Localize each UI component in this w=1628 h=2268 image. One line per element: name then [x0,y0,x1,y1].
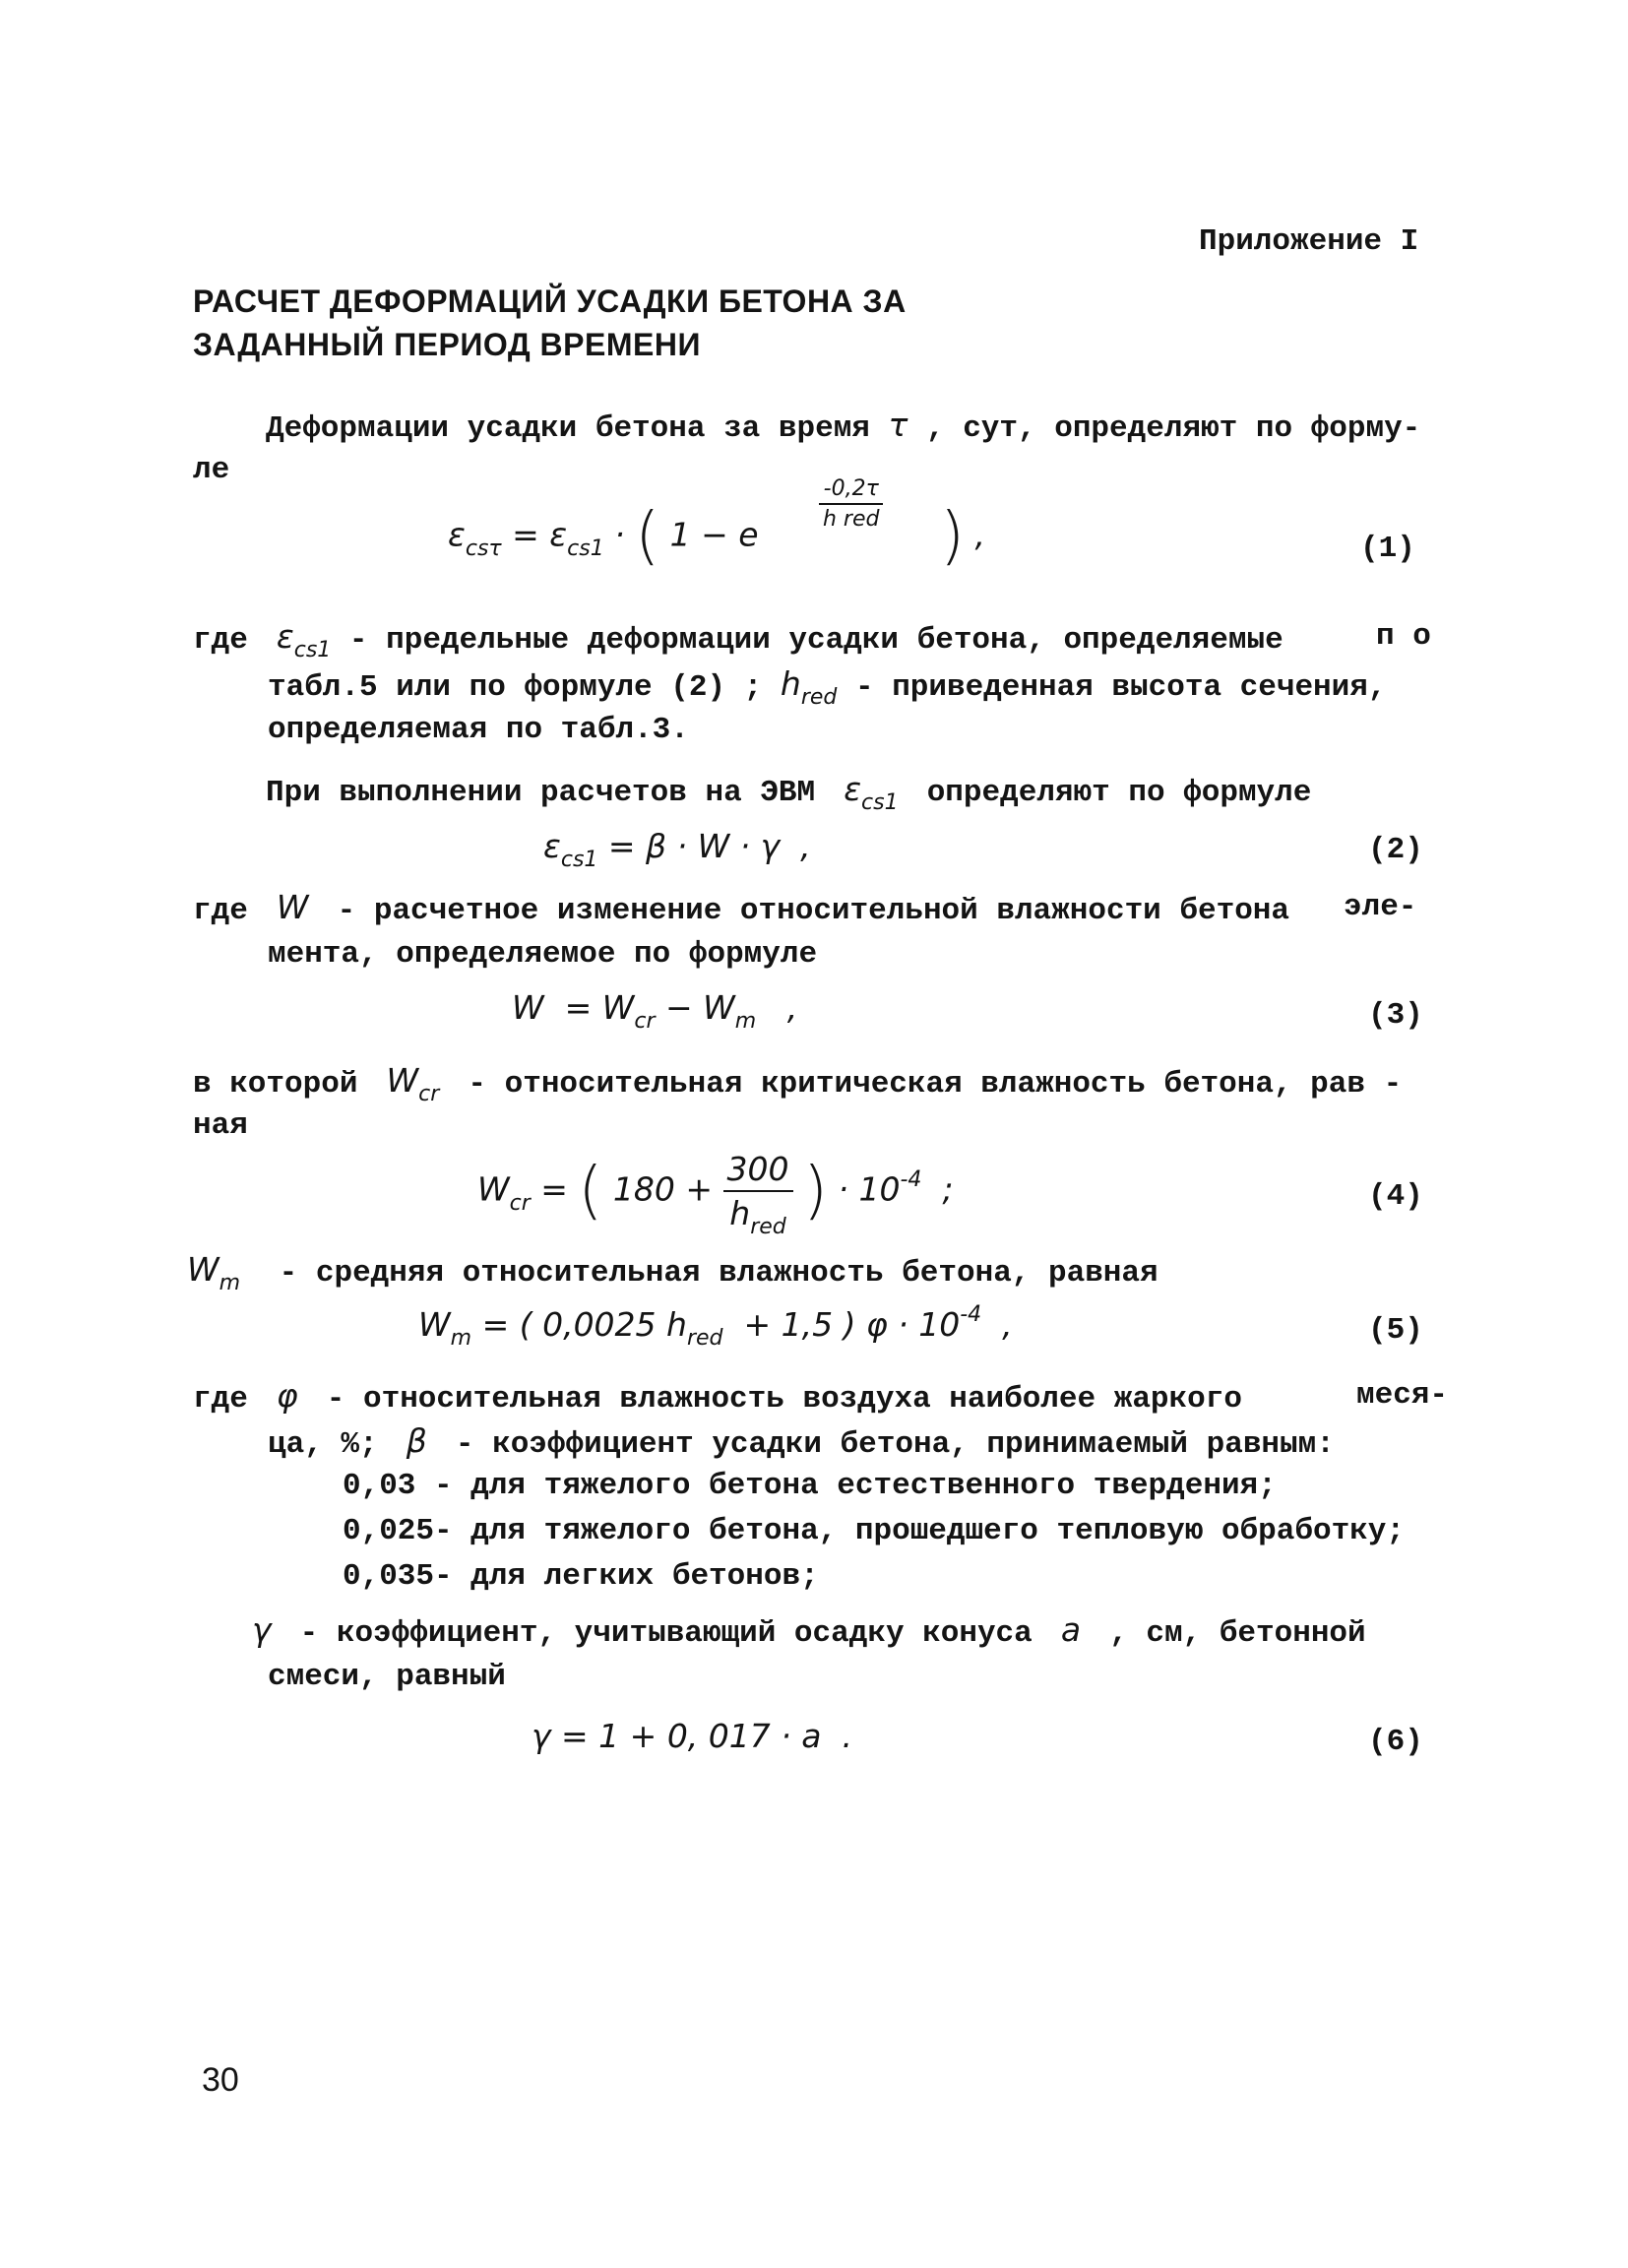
tau-symbol: τ [888,406,908,444]
formula-1-exponent: $\frac{-0,2\tau}{\text{h red}}$ [819,476,883,532]
gamma-line2: смеси, равный [268,1660,506,1694]
gamma-line1: γ - коэффициент, учитывающий осадку конуса a , см, бетонной [252,1610,1366,1651]
where2-line2: мента, определяемое по формуле [268,937,818,972]
where2-line1-end: эле- [1344,890,1417,924]
where4-line: $W_m$ - средняя относительная влажность бетона, равная [187,1250,1158,1295]
beta-item-2: 0,025- для тяжелого бетона, прошедшего тепловую обработку; [343,1514,1405,1548]
appendix-label: Приложение I [1199,224,1419,259]
p1-text-a: Деформации усадки бетона за время [266,411,870,446]
where1-line3: определяемая по табл.3. [268,713,689,747]
p2-line: При выполнении расчетов на ЭВМ $\varepsilon_{cs1}$ определяют по формуле [266,770,1312,815]
formula-3: $W = W_{cr} - W_m$ , [512,988,798,1034]
where3-line2: ная [193,1108,248,1143]
section-title-line1: РАСЧЕТ ДЕФОРМАЦИЙ УСАДКИ БЕТОНА ЗА [193,284,907,319]
where1-po: п о [1376,619,1431,654]
p1-line1 [266,406,1420,449]
formula-1: $\varepsilon_{cs\tau} = \varepsilon_{cs1}$ · ( 1 − e [448,500,759,573]
where5-line2: ца, %; β - коэффициент усадки бетона, принимаемый равным: [268,1421,1335,1462]
formula-6: γ = 1 + 0, 017 · a . [532,1717,852,1755]
formula-2-number: (2) [1368,833,1423,867]
formula-5-number: (5) [1368,1313,1423,1348]
page-number: 30 [202,2061,239,2099]
where3-line1: в которой $W_{cr}$ - относительная критическая влажность бетона, рав - [193,1061,1403,1106]
formula-1-number: (1) [1360,532,1415,566]
beta-item-1: 0,03 - для тяжелого бетона естественного твердения; [343,1469,1277,1503]
formula-2: $\varepsilon_{cs1} = \beta \cdot W \cdot \gamma$ , [543,827,811,872]
formula-6-number: (6) [1368,1725,1423,1759]
where5-line1-end: меся- [1356,1378,1449,1413]
where1-line2: табл.5 или по формуле (2) ; $h_{red}$ - приведенная высота сечения, [268,664,1387,710]
where1-line1: где $\varepsilon_{cs1}$ - предельные деформации усадки бетона, определяемые [193,617,1284,662]
where2-line1: где W - расчетное изменение относительной влажности бетона [193,888,1289,928]
formula-5: $W_m$ = ( 0,0025 $h_{red} + 1,5$ ) $\varphi \cdot 10^{-4}$ , [418,1302,1013,1351]
where5-line1: где φ - относительная влажность воздуха наиболее жаркого [193,1376,1242,1417]
beta-item-3: 0,035- для легких бетонов; [343,1559,819,1594]
formula-1-close: ) , [940,500,985,573]
formula-3-number: (3) [1368,998,1423,1033]
formula-4: $W_{cr}$ = ( 180 + $\frac{300}{h_{red}}$ ) · $10^{-4}$ ; [477,1150,954,1239]
p1-line2: ле [193,453,230,487]
section-title-line2: ЗАДАННЫЙ ПЕРИОД ВРЕМЕНИ [193,327,701,362]
formula-4-number: (4) [1368,1179,1423,1214]
p1-text-b: , сут, определяют по форму- [926,411,1421,446]
where1-word: где [193,623,248,658]
